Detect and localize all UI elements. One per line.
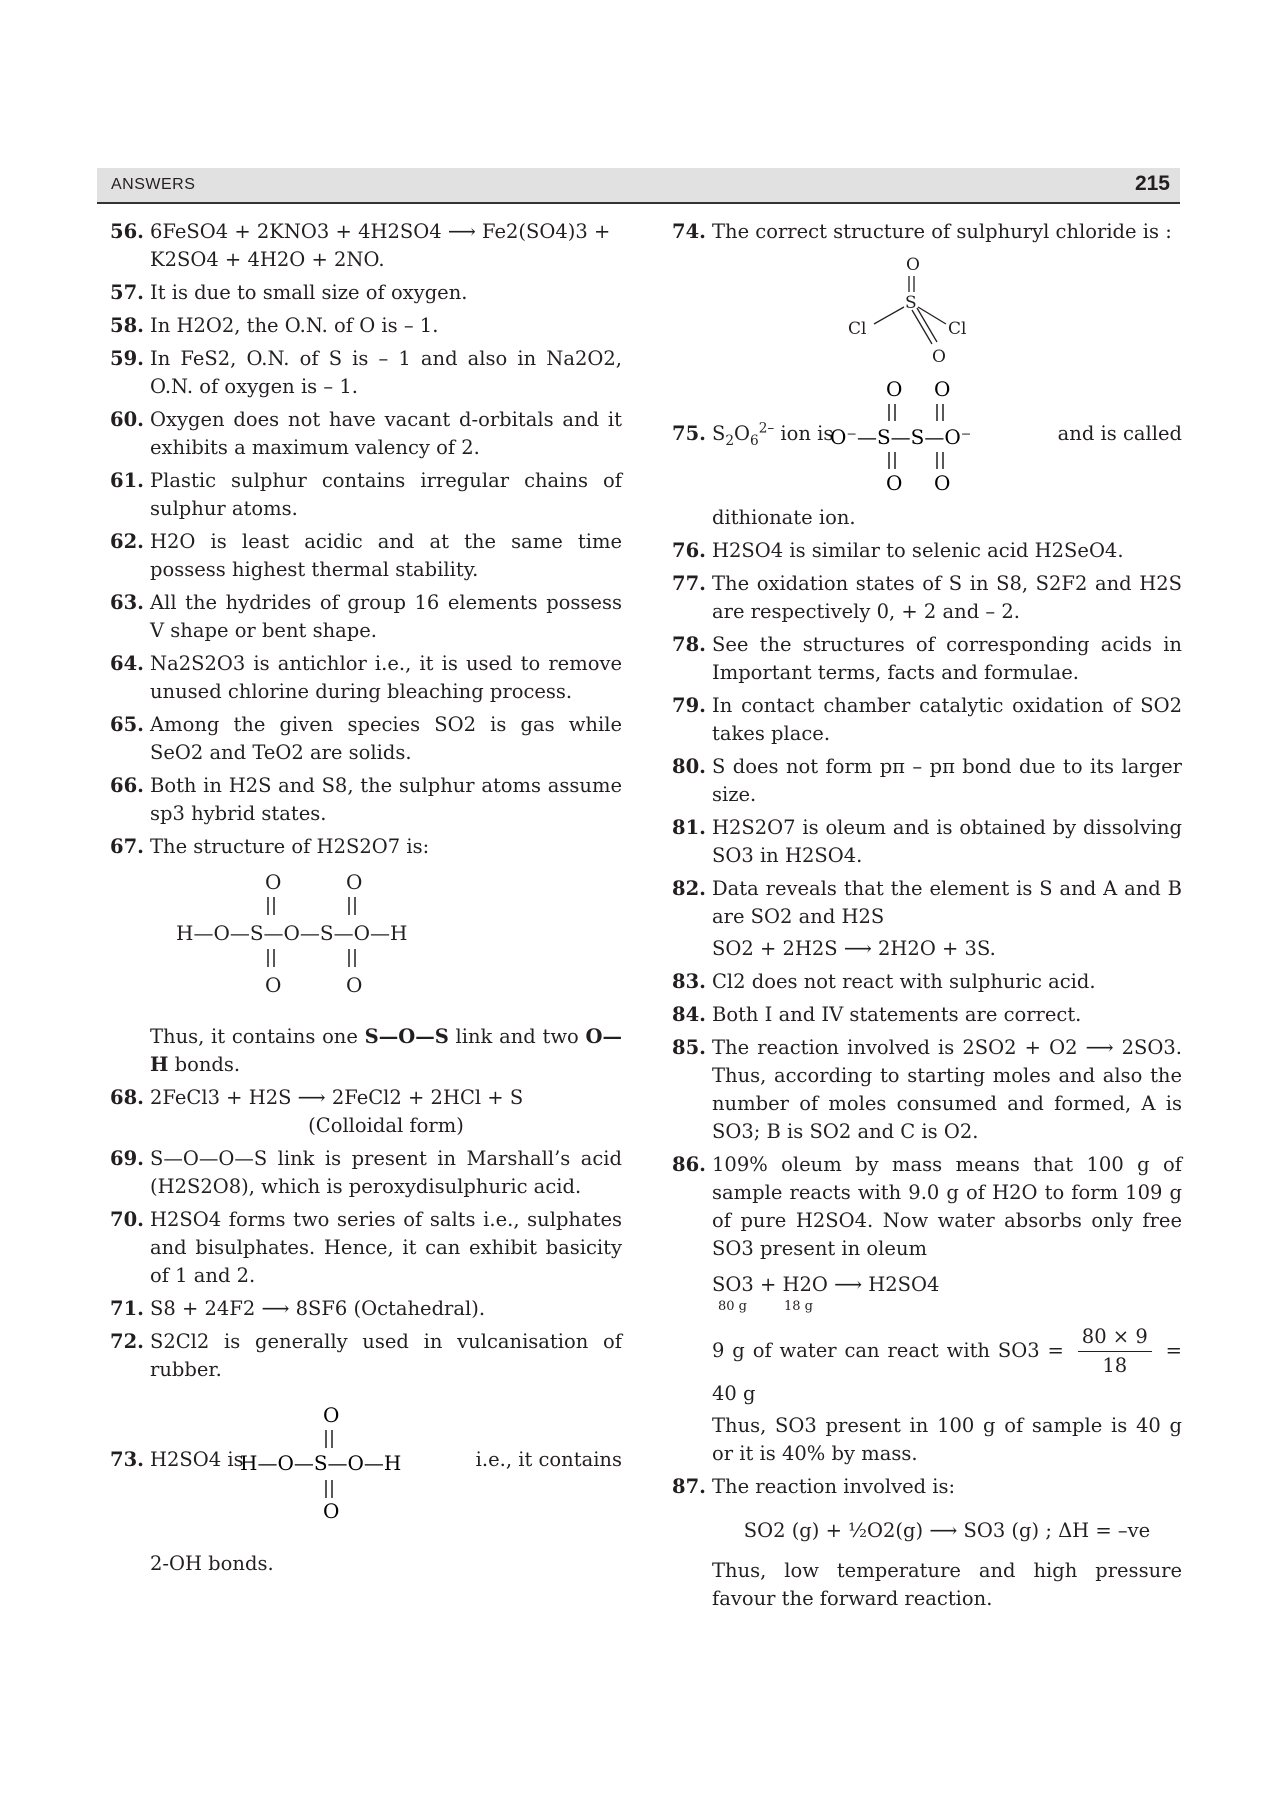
answer-87: 87. The reaction involved is: SO2 (g) + ½O2(g) ⟶ SO3 (g) ; ΔH = –ve Thus, low temperature and high pressure favour the forward reaction. bbox=[672, 1473, 1182, 1613]
svg-text:O: O bbox=[346, 870, 363, 894]
answer-81-text: H2S2O7 is oleum and is obtained by dissolving SO3 in H2SO4. bbox=[712, 816, 1182, 867]
answer-68: 68. 2FeCl3 + H2S ⟶ 2FeCl2 + 2HCl + S (Colloidal form) bbox=[110, 1084, 622, 1140]
answer-84-text: Both I and IV statements are correct. bbox=[712, 1003, 1082, 1026]
answer-65: 65. Among the given species SO2 is gas while SeO2 and TeO2 are solids. bbox=[110, 713, 622, 764]
answer-81: 81. H2S2O7 is oleum and is obtained by dissolving SO3 in H2SO4. bbox=[672, 816, 1182, 867]
svg-text:H—O—S—O—H: H—O—S—O—H bbox=[240, 1451, 402, 1475]
answer-65-text: Among the given species SO2 is gas while SeO2 and TeO2 are solids. bbox=[150, 713, 622, 764]
answer-69-text: S—O—O—S link is present in Marshall’s acid (H2S2O8), which is peroxydisulphuric acid. bbox=[150, 1147, 622, 1198]
svg-text:O: O bbox=[265, 973, 282, 997]
answer-79: 79. In contact chamber catalytic oxidation of SO2 takes place. bbox=[672, 694, 1182, 745]
answer-67: 67. The structure of H2S2O7 is: bbox=[110, 835, 430, 858]
answer-83: 83. Cl2 does not react with sulphuric acid. bbox=[672, 970, 1096, 993]
answer-70-text: H2SO4 forms two series of salts i.e., sulphates and bisulphates. Hence, it can exhibit basicity of 1 and 2. bbox=[150, 1208, 622, 1287]
answer-74: 74. The correct structure of sulphuryl chloride is : bbox=[672, 220, 1172, 243]
answer-61-text: Plastic sulphur contains irregular chains of sulphur atoms. bbox=[150, 469, 622, 520]
answer-87-text: The reaction involved is: bbox=[712, 1475, 956, 1498]
answer-56-line1: 6FeSO4 + 2KNO3 + 4H2SO4 ⟶ Fe2(SO4)3 + bbox=[150, 220, 611, 243]
svg-text:Cl: Cl bbox=[848, 319, 867, 339]
answer-56-line2: K2SO4 + 4H2O + 2NO. bbox=[150, 248, 385, 271]
answer-73: 73. H2SO4 is O H—O—S—O—H O i.e., it contains bbox=[110, 1400, 622, 1520]
svg-text:O: O bbox=[886, 377, 903, 401]
page-header bbox=[97, 168, 1180, 204]
answer-58: 58. In H2O2, the O.N. of O is – 1. bbox=[110, 314, 439, 337]
answer-77-text: The oxidation states of S in S8, S2F2 and H2S are respectively 0, + 2 and – 2. bbox=[712, 572, 1182, 623]
svg-text:O: O bbox=[906, 255, 920, 275]
answer-63-text: All the hydrides of group 16 elements possess V shape or bent shape. bbox=[150, 591, 622, 642]
answer-68-note: (Colloidal form) bbox=[308, 1114, 464, 1137]
answer-86: 86. 109% oleum by mass means that 100 g of sample reacts with 9.0 g of H2O to form 109 g of pure H2SO4. Now water absorbs only free SO3 present in oleum SO3 + H2O ⟶ H2SO4 80 g 18 g 9 g of water can react with SO3 = $\frac{80 \times 9}{18}$ = 40 g Thus, SO3 present in 100 g of sample is 40 g or it is 40% by mass. bbox=[672, 1151, 1182, 1468]
svg-text:O: O bbox=[323, 1499, 340, 1520]
answer-78-text: See the structures of corresponding acids in Important terms, facts and formulae. bbox=[712, 633, 1182, 684]
answer-86-mass-so3: 80 g bbox=[718, 1299, 747, 1314]
svg-text:O: O bbox=[886, 471, 903, 494]
svg-text:O: O bbox=[265, 870, 282, 894]
svg-text:S: S bbox=[905, 293, 917, 313]
svg-text:Cl: Cl bbox=[948, 319, 967, 339]
h2s2o7-structure bbox=[110, 867, 622, 1017]
dithionate-structure bbox=[830, 376, 1010, 494]
answer-87-equation: SO2 (g) + ½O2(g) ⟶ SO3 (g) ; ΔH = –ve bbox=[743, 1519, 1151, 1542]
answer-66-text: Both in H2S and S8, the sulphur atoms assume sp3 hybrid states. bbox=[150, 774, 622, 825]
answer-85-text: The reaction involved is 2SO2 + O2 ⟶ 2SO3. Thus, according to starting moles and also the number of moles consumed and formed, A is SO3; B is SO2 and C is O2. bbox=[712, 1036, 1182, 1143]
svg-text:O: O bbox=[346, 973, 363, 997]
answer-71-text: S8 + 24F2 ⟶ 8SF6 (Octahedral). bbox=[150, 1297, 486, 1320]
answer-82-equation: SO2 + 2H2S ⟶ 2H2O + 3S. bbox=[712, 937, 996, 960]
answer-57: 57. It is due to small size of oxygen. bbox=[110, 281, 468, 304]
answer-86-masses bbox=[712, 1299, 1182, 1315]
answer-60: 60. Oxygen does not have vacant d-orbitals and it exhibits a maximum valency of 2. bbox=[110, 408, 622, 459]
answer-73-post: i.e., it contains bbox=[475, 1448, 622, 1471]
answer-75: 75. $S_2O_6^{2-}$ ion is O O O⁻—S—S—O⁻ O O and is called bbox=[672, 377, 1182, 494]
answer-64: 64. Na2S2O3 is antichlor i.e., it is used to remove unused chlorine during bleaching process. bbox=[110, 652, 622, 703]
answer-56: 56. 6FeSO4 + 2KNO3 + 4H2SO4 ⟶ Fe2(SO4)3 + K2SO4 + 4H2O + 2NO. bbox=[110, 218, 622, 274]
answer-79-text: In contact chamber catalytic oxidation of SO2 takes place. bbox=[712, 694, 1182, 745]
right-column bbox=[672, 218, 1182, 1618]
answer-60-text: Oxygen does not have vacant d-orbitals and it exhibits a maximum valency of 2. bbox=[150, 408, 622, 459]
answer-86-conclusion: Thus, SO3 present in 100 g of sample is 40 g or it is 40% by mass. bbox=[712, 1414, 1182, 1465]
sulphuryl-chloride-structure bbox=[672, 252, 1182, 370]
svg-text:H—O—S—O—S—O—H: H—O—S—O—S—O—H bbox=[176, 921, 408, 945]
svg-text:O: O bbox=[323, 1403, 340, 1427]
answer-61: 61. Plastic sulphur contains irregular chains of sulphur atoms. bbox=[110, 469, 622, 520]
answer-58-text: In H2O2, the O.N. of O is – 1. bbox=[150, 314, 439, 337]
answer-62: 62. H2O is least acidic and at the same time possess highest thermal stability. bbox=[110, 530, 622, 581]
answer-73-tail: 2-OH bonds. bbox=[150, 1552, 274, 1575]
answer-75-pre: $S_2O_6^{2-}$ ion is bbox=[712, 420, 834, 449]
answer-83-text: Cl2 does not react with sulphuric acid. bbox=[712, 970, 1096, 993]
svg-text:O⁻—S—S—O⁻: O⁻—S—S—O⁻ bbox=[830, 425, 972, 449]
answer-80-text: S does not form pπ – pπ bond due to its larger size. bbox=[712, 755, 1182, 806]
answer-67-conclusion: Thus, it contains one S—O—S link and two O—H bonds. bbox=[150, 1025, 622, 1076]
answer-86-equation: SO3 + H2O ⟶ H2SO4 bbox=[712, 1273, 940, 1296]
answer-59: 59. In FeS2, O.N. of S is – 1 and also in Na2O2, O.N. of oxygen is – 1. bbox=[110, 347, 622, 398]
answer-86-calculation: 9 g of water can react with SO3 = $\frac{80 \times 9}{18}$ = 40 g bbox=[712, 1325, 1182, 1405]
answer-70: 70. H2SO4 forms two series of salts i.e., sulphates and bisulphates. Hence, it can exhibit basicity of 1 and 2. bbox=[110, 1208, 622, 1287]
section-title: ANSWERS bbox=[111, 176, 196, 193]
answer-59-text: In FeS2, O.N. of S is – 1 and also in Na2O2, O.N. of oxygen is – 1. bbox=[150, 347, 622, 398]
answer-86-mass-h2o: 18 g bbox=[784, 1299, 813, 1314]
answer-72: 72. S2Cl2 is generally used in vulcanisation of rubber. bbox=[110, 1330, 622, 1381]
answer-76: 76. H2SO4 is similar to selenic acid H2SeO4. bbox=[672, 539, 1124, 562]
answer-62-text: H2O is least acidic and at the same time possess highest thermal stability. bbox=[150, 530, 622, 581]
h2so4-structure bbox=[240, 1400, 460, 1520]
answer-67-text: The structure of H2S2O7 is: bbox=[150, 835, 430, 858]
answer-69: 69. S—O—O—S link is present in Marshall’s acid (H2S2O8), which is peroxydisulphuric acid. bbox=[110, 1147, 622, 1198]
answer-78: 78. See the structures of corresponding acids in Important terms, facts and formulae. bbox=[672, 633, 1182, 684]
answer-63: 63. All the hydrides of group 16 elements possess V shape or bent shape. bbox=[110, 591, 622, 642]
answer-86-text: 109% oleum by mass means that 100 g of sample reacts with 9.0 g of H2O to form 109 g of pure H2SO4. Now water absorbs only free SO3 present in oleum bbox=[712, 1153, 1182, 1260]
answer-75-post: and is called bbox=[1057, 422, 1182, 445]
answer-75-tail: dithionate ion. bbox=[712, 506, 856, 529]
svg-text:O: O bbox=[934, 471, 951, 494]
answer-80: 80. S does not form pπ – pπ bond due to its larger size. bbox=[672, 755, 1182, 806]
answer-82-text: Data reveals that the element is S and A and B are SO2 and H2S bbox=[712, 877, 1182, 928]
answer-68-text: 2FeCl3 + H2S ⟶ 2FeCl2 + 2HCl + S bbox=[150, 1086, 524, 1109]
svg-text:O: O bbox=[934, 377, 951, 401]
answer-85: 85. The reaction involved is 2SO2 + O2 ⟶ 2SO3. Thus, according to starting moles and also the number of moles consumed and formed, A is SO3; B is SO2 and C is O2. bbox=[672, 1036, 1182, 1143]
answer-64-text: Na2S2O3 is antichlor i.e., it is used to remove unused chlorine during bleaching process. bbox=[150, 652, 622, 703]
answer-82: 82. Data reveals that the element is S and A and B are SO2 and H2S SO2 + 2H2S ⟶ 2H2O + 3S. bbox=[672, 875, 1182, 963]
answer-57-text: It is due to small size of oxygen. bbox=[150, 281, 468, 304]
page-number: 215 bbox=[1134, 172, 1170, 195]
answer-71: 71. S8 + 24F2 ⟶ 8SF6 (Octahedral). bbox=[110, 1297, 486, 1320]
answer-86-fraction: $\frac{80 \times 9}{18}$ bbox=[1078, 1323, 1152, 1380]
answer-77: 77. The oxidation states of S in S8, S2F2 and H2S are respectively 0, + 2 and – 2. bbox=[672, 572, 1182, 623]
answer-87-conclusion: Thus, low temperature and high pressure favour the forward reaction. bbox=[712, 1559, 1182, 1610]
answer-84: 84. Both I and IV statements are correct. bbox=[672, 1003, 1082, 1026]
svg-text:O: O bbox=[932, 347, 946, 367]
left-column bbox=[110, 218, 622, 1578]
answer-72-text: S2Cl2 is generally used in vulcanisation of rubber. bbox=[150, 1330, 622, 1381]
answer-74-text: The correct structure of sulphuryl chloride is : bbox=[712, 220, 1172, 243]
answer-66: 66. Both in H2S and S8, the sulphur atoms assume sp3 hybrid states. bbox=[110, 774, 622, 825]
answer-76-text: H2SO4 is similar to selenic acid H2SeO4. bbox=[712, 539, 1124, 562]
answer-73-pre: H2SO4 is bbox=[150, 1448, 244, 1471]
